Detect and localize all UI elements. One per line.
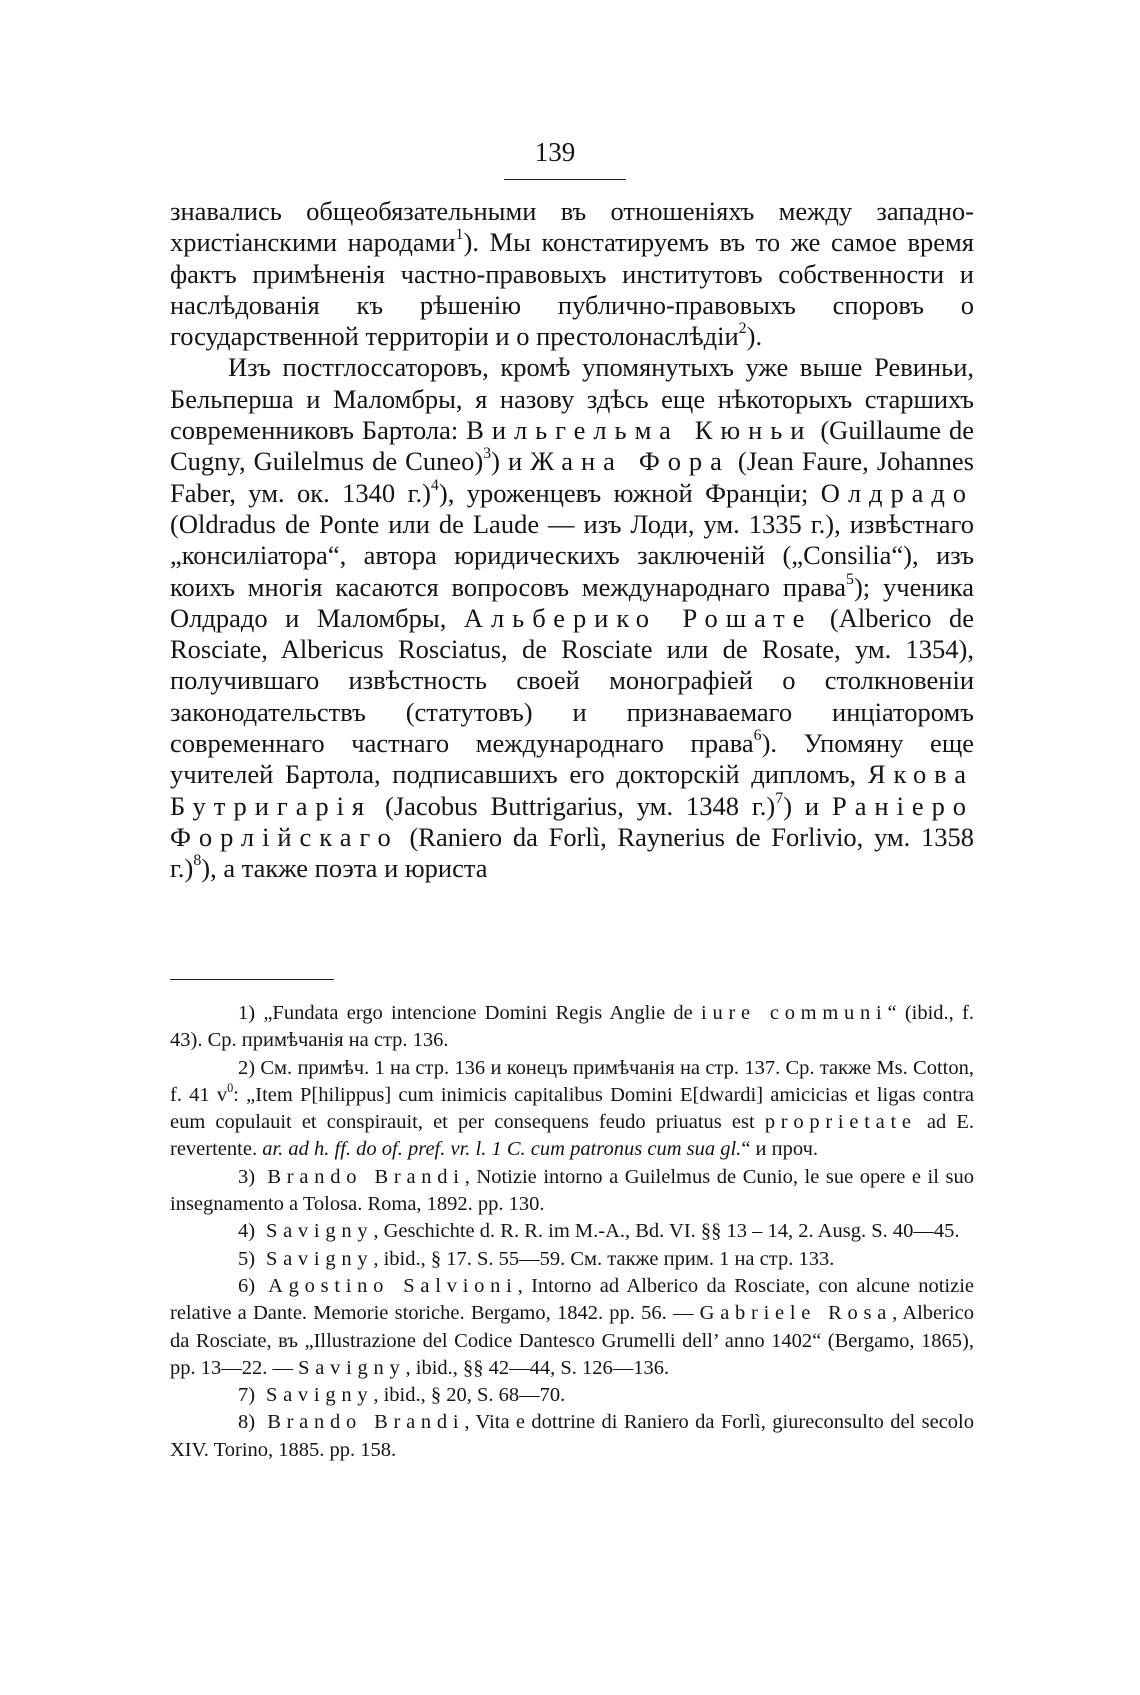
footnote-ref-7[interactable]: 7 [775,789,784,807]
spaced-name-kyuni: Вильгельма Кюньи [466,415,813,446]
footnote-number: 3) [238,1165,256,1188]
footnote-1: 1) „Fundata ergo intencione Domini Regis Anglie de iure communi“ (ibid., f. 43). Ср. примѣчанія на стр. 136. [170,1002,975,1052]
footnote-number: 1) [238,1002,256,1024]
spaced-name-raniero: Раніеро Форлійскаго [170,790,974,852]
page-number-rule [504,179,626,180]
footnote-ref-5[interactable]: 5 [846,570,854,588]
footnote-7: 7) Savigny, ibid., § 20, S. 68—70. [238,1384,566,1407]
footnote-number: 6) [238,1274,256,1297]
spaced-name-rosciate: Альберико Рошате [463,602,813,633]
footnote-ref-3[interactable]: 3 [483,445,492,463]
paragraph-1: знавались общеобязательными въ отношеніяхъ между западно-христіанскими народами$^1$). Мы констатируемъ въ то же самое время фактъ примѣненія частно-правовыхъ институтовъ собственности и наслѣдованія къ рѣшенію публично-правовыхъ споровъ о государственной территоріи и о престолонаслѣдіи$^2$). [170,196,974,352]
spaced-name-butrigarius: Якова Бутригарія [170,759,974,821]
footnote-number: 5) [238,1247,256,1270]
spaced-name-fora: Жана Фора [530,446,730,477]
spaced-name-oldrado: Олдрадо [820,477,974,508]
footnote-2: 2) См. примѣч. 1 на стр. 136 и конецъ примѣчанія на стр. 137. Ср. также Ms. Cotton, f. 41 $v^0$: „Item P[hilippus] cum inimicis capitalibus Domini E[dwardi] amicicias et ligas contra eum copulauit et conspirauit, et per consequens feudo priuatus est proprietate ad E. revertente. ar. ad h. ff. do of. pref. vr. l. 1 C. cum patronus cum sua gl.“ и проч. [170,1056,975,1161]
footnote-4: 4) Savigny, Geschichte d. R. R. im M.-A., Bd. VI. §§ 13 – 14, 2. Ausg. S. 40—45. [238,1220,960,1243]
paragraph-2: Изъ постглоссаторовъ, кромѣ упомянутыхъ уже выше Ревиньи, Бельперша и Маломбры, я назову здѣсь еще нѣкоторыхъ старшихъ современниковъ Бартола: Вильгельма Кюньи (Guillaume de Cugny, Guilelmus de Cuneo)$^3$) и Жана Фора (Jean Faure, Johannes Faber, ум. ок. 1340 г.)$^4$), уроженцевъ южной Франціи; Олдрадо (Oldradus de Ponte или de Laude — изъ Лоди, ум. 1335 г.), извѣстнаго „консиліатора“, автора юридическихъ заключеній („Consilia“), изъ коихъ многія касаются вопросовъ международнаго права$^5$); ученика Олдрадо и Маломбры, Альберико Рошате (Alberico de Rosciate, Albericus Rosciatus, de Rosciate или de Rosate, ум. 1354), получившаго извѣстность своей монографіей о столкновеніи законодательствъ (статутовъ) и признаваемаго инціаторомъ современнаго частнаго международнаго права$^6$). Упомяну еще учителей Бартола, подписавшихъ его докторскій дипломъ, Якова Бутригарія (Jacobus Buttrigarius, ум. 1348 г.)$^7$) и Раніеро Форлійскаго (Raniero da Forlì, Raynerius de Forlivio, ум. 1358 г.)$^8$), а также поэта и юриста [170,352,975,884]
footnote-8: 8) Brando Brandi, Vita e dottrine di Raniero da Forlì, giureconsulto del secolo XIV. Torino, 1885. pp. 158. [170,1411,974,1461]
page-number: 139 [534,137,576,167]
footnote-number: 7) [238,1384,256,1407]
main-text [170,196,974,885]
footnote-separator [170,979,334,980]
footnote-number: 4) [238,1220,256,1243]
footnote-number: 2) [238,1056,256,1079]
footnote-5: 5) Savigny, ibid., § 17. S. 55—59. См. также прим. 1 на стр. 133. [238,1247,835,1270]
footnote-6: 6) Agostino Salvioni, Intorno ad Alberico da Rosciate, con alcune notizie relative a Dante. Memorie storiche. Bergamo, 1842. pp. 56. — Gabriele Rosa, Alberico da Rosciate, въ „Illustrazione del Codice Dantesco Grumelli dell’ anno 1402“ (Bergamo, 1865), pp. 13—22. — Savigny, ibid., §§ 42—44, S. 126—136. [170,1274,974,1379]
footnote-ref-1[interactable]: 1 [455,226,464,244]
footnote-ref-4[interactable]: 4 [430,476,439,494]
footnote-ref-2[interactable]: 2 [738,320,747,338]
footnotes [170,1000,974,1464]
footnote-3: 3) Brando Brandi, Notizie intorno a Guilelmus de Cunio, le sue opere e il suo insegnamento a Tolosa. Roma, 1892. pp. 130. [170,1165,974,1216]
footnote-number: 8) [238,1411,256,1434]
footnote-ref-6[interactable]: 6 [753,727,762,745]
footnote-ref-8[interactable]: 8 [193,852,202,870]
